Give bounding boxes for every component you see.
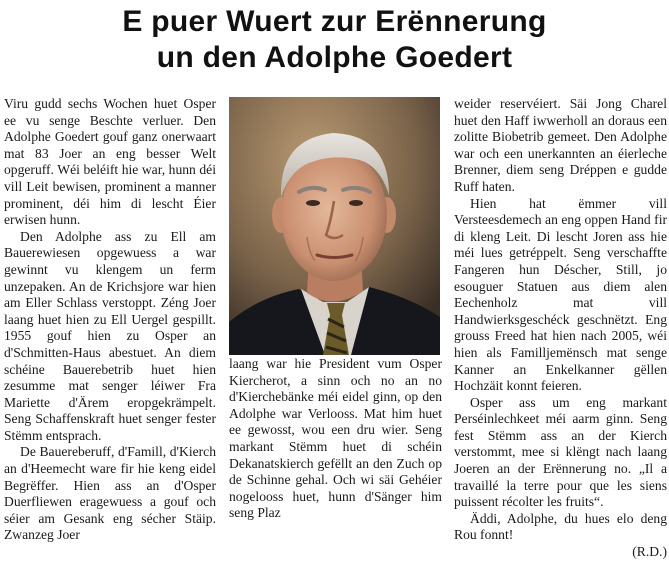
portrait-photo bbox=[229, 97, 440, 355]
paragraph: Osper ass um eng markant Perséinlechkeet méi aarm ginn. Seng fest Stëmm ass an der Kierch verstommt, mee si klëngt nach laang Joeren an der Erënnerung no. „Il a travaillé la terre pour que les siens puissent récolter les fruits“. bbox=[454, 394, 667, 510]
paragraph: Hien hat ëmmer vill Versteesdemech an eng oppen Hand fir di kleng Leit. Di lescht Joren ass hie méi lues getréppelt. Seng verschaffte Fangeren hun Déscher, Still, jo esouguer Statuen aus diem alen Eechenholz mat vill Handwierksgeschéck geschnëtzt. Eng grouss Freed hat hien nach 2005, wéi hien als Familljemënsch mat senge Kanner an Enkelkanner gëllen Hochzäit konnt feieren. bbox=[454, 195, 667, 394]
headline-line-1: E puer Wuert zur Erënnerung bbox=[122, 5, 547, 38]
article-column-2 bbox=[229, 356, 442, 522]
article-column-3 bbox=[454, 96, 667, 561]
headline-line-2: un den Adolphe Goedert bbox=[156, 41, 513, 74]
paragraph: weider reservéiert. Säi Jong Charel huet den Haff iwwerholl an doraus een zolitte Biobetrib gemeet. Den Adolphe war och een unerkannten an éierleche Brenner, diem seng Dréppen e gudde Ruff haten. bbox=[454, 96, 667, 194]
author-signature: (R.D.) bbox=[632, 544, 667, 560]
signature-row bbox=[454, 544, 667, 561]
paragraph: De Bauereberuff, d'Famill, d'Kierch an d'Heemecht ware fir hie keng eidel Begrëffer. Hien ass an d'Osper Duerfliewen eragewuess a gouf och séier am Gesank eng sécher Stäip. Zwanzeg Joer bbox=[4, 444, 216, 543]
paragraph: laang war hie President vum Osper Kiercherot, a sinn och no an no d'Kierchebänke méi eidel ginn, op den Adolphe war Verlooss. Mat him huet ee gewosst, wou een dru wier. Seng markant Stëmm huet di schéin Dekanatskierch gefëllt an den Zuch op de Schinne gehal. Och wi säi Gehéier nogelooss huet, hunn d'Sänger him seng Plaz bbox=[229, 356, 442, 521]
portrait-image bbox=[229, 97, 440, 355]
closing-line: Äddi, Adolphe, du hues elo deng Rou fonnt! bbox=[454, 510, 667, 543]
article-headline bbox=[0, 4, 669, 76]
article-column-1 bbox=[4, 96, 216, 544]
paragraph: Viru gudd sechs Wochen huet Osper ee vu senge Beschte verluer. Den Adolphe Goedert gouf ganz onerwaart mat 83 Joer an eng besser Welt opgeruff. Wéi beléift hie war, hunn déi vill Leit bewisen, prominent a manner prominent, déi him di lescht Éier erwisen hunn. bbox=[4, 96, 216, 228]
paragraph: Den Adolphe ass zu Ell am Bauerewiesen opgewuess a war gewinnt vu klengem un ferm unzepaken. An de Krichsjore war hien am Eller Schlass verstoppt. Zéng Joer laang huet hien zu Ell Uergel gespillt. 1955 gouf hien zu Osper an d'Schmitten-Haus abestuet. An diem schéine Bauerebetrib huet hien zesumme mat senger léiwer Fra Mariette d'Ärem eropgekrämpelt. Seng Schaffenskraft huet senger fester Stëmm entsprach. bbox=[4, 228, 216, 443]
